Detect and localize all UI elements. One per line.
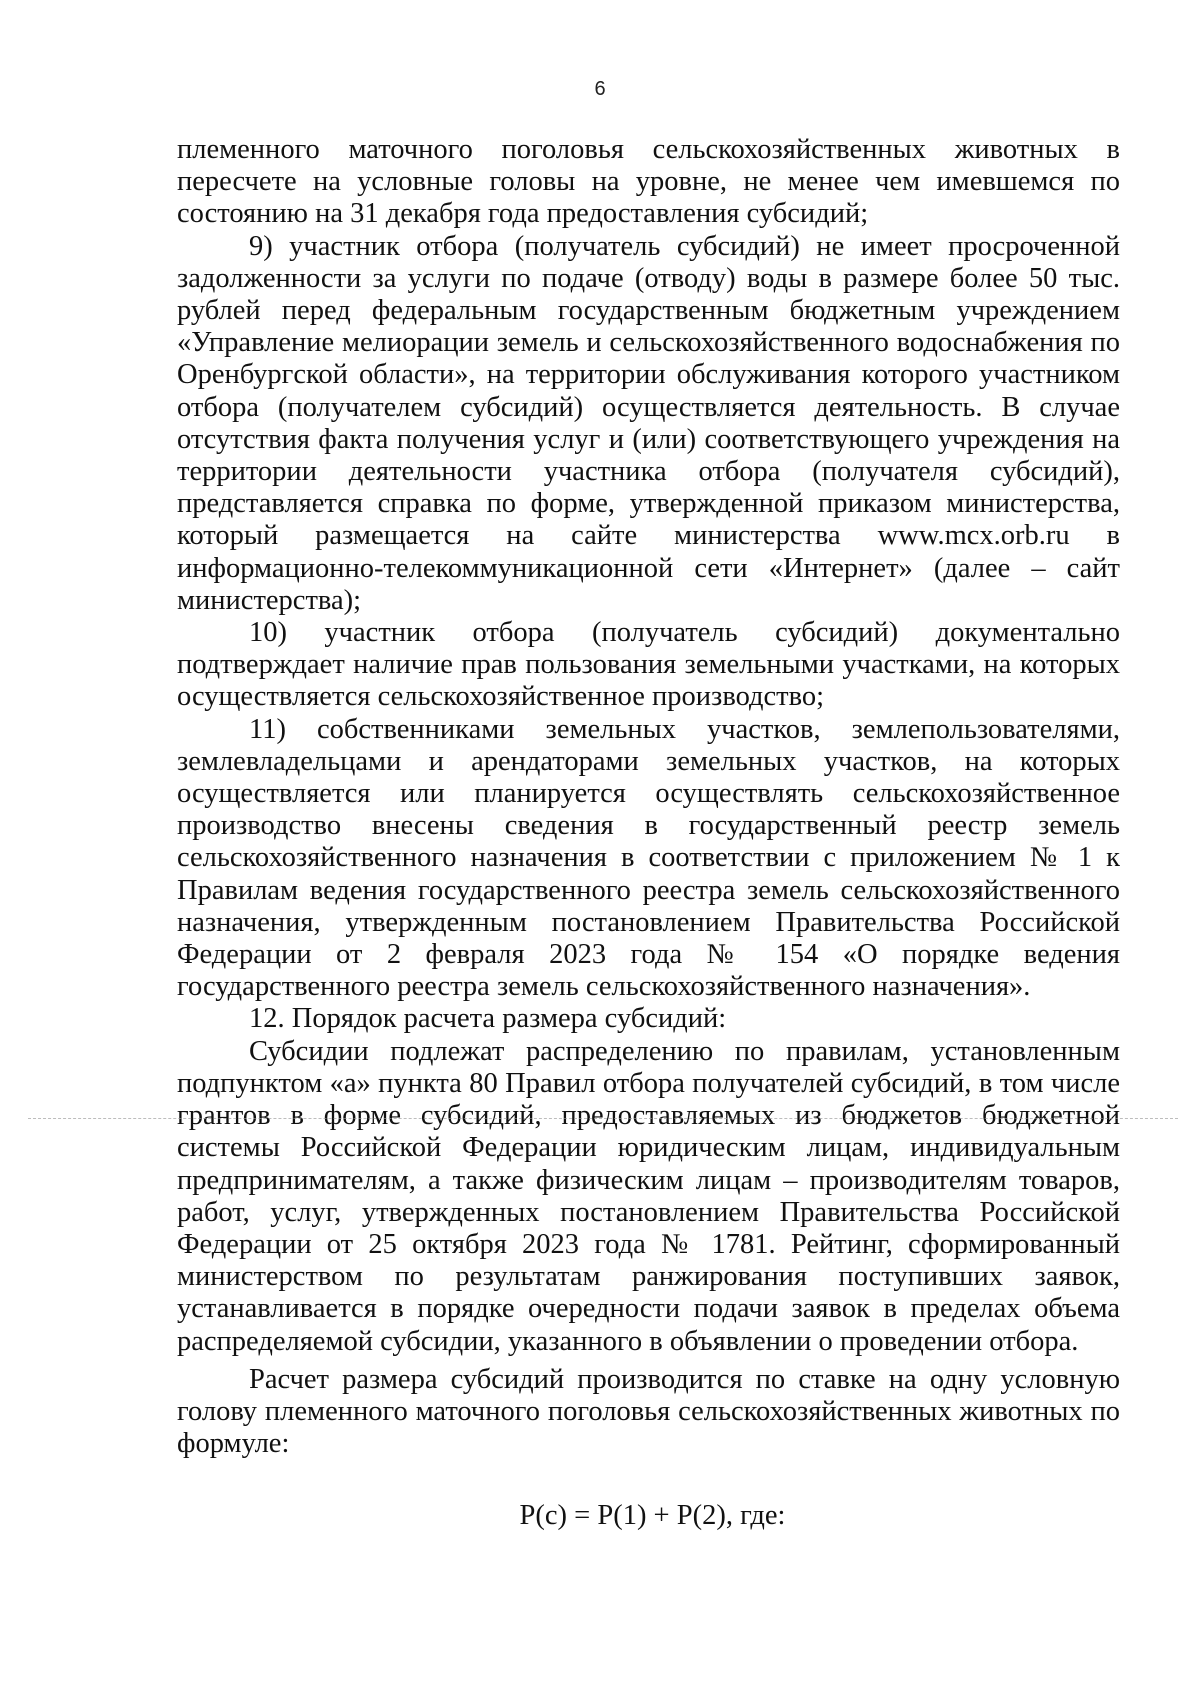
paragraph-item-11: 11) собственниками земельных участков, землепользователями, землевладельцами и арендаторами земельных участков, на которых осуществляется или планируется осуществлять сельскохозяйственное производство внесены сведения в государственный реестр земель сельскохозяйственного назначения в соответствии с приложением № 1 к Правилам ведения государственного реестра земель сельскохозяйственного назначения, утвержденным постановлением Правительства Российской Федерации от 2 февраля 2023 года № 154 «О порядке ведения государственного реестра земель сельскохозяйственного назначения».	[177, 713, 1120, 1003]
paragraph-continuation: племенного маточного поголовья сельскохозяйственных животных в пересчете на условные головы на уровне, не менее чем имевшемся по состоянию на 31 декабря года предоставления субсидий;	[177, 134, 1120, 230]
scan-artifact-line	[28, 1118, 1178, 1119]
formula: P(c) = P(1) + P(2), где:	[519, 1500, 786, 1531]
document-body	[177, 134, 1120, 1460]
paragraph-distribution-rules: Субсидии подлежат распределению по правилам, установленным подпунктом «а» пункта 80 Правил отбора получателей субсидий, в том числе грантов в форме субсидий, предоставляемых из бюджетов бюджетной системы Российской Федерации юридическим лицам, индивидуальным предпринимателям, а также физическим лицам – производителям товаров, работ, услуг, утвержденных постановлением Правительства Российской Федерации от 25 октября 2023 года № 1781. Рейтинг, сформированный министерством по результатам ранжирования поступивших заявок, устанавливается в порядке очередности подачи заявок в пределах объема распределяемой субсидии, указанного в объявлении о проведении отбора.	[177, 1035, 1120, 1357]
paragraph-calculation: Расчет размера субсидий производится по ставке на одну условную голову племенного маточного поголовья сельскохозяйственных животных по формуле:	[177, 1363, 1120, 1460]
paragraph-item-9: 9) участник отбора (получатель субсидий) не имеет просроченной задолженности за услуги по подаче (отводу) воды в размере более 50 тыс. рублей перед федеральным государственным бюджетным учреждением «Управление мелиорации земель и сельскохозяйственного водоснабжения по Оренбургской области», на территории обслуживания которого участником отбора (получателем субсидий) осуществляется деятельность. В случае отсутствия факта получения услуг и (или) соответствующего учреждения на территории деятельности участника отбора (получателя субсидий), представляется справка по форме, утвержденной приказом министерства, который размещается на сайте министерства www.mcx.orb.ru в информационно-телекоммуникационной сети «Интернет» (далее – сайт министерства);	[177, 230, 1120, 616]
page-number: 6	[594, 78, 606, 100]
section-heading-12: 12. Порядок расчета размера субсидий:	[249, 1003, 727, 1035]
paragraph-item-10: 10) участник отбора (получатель субсидий) документально подтверждает наличие прав пользования земельными участками, на которых осуществляется сельскохозяйственное производство;	[177, 617, 1120, 713]
